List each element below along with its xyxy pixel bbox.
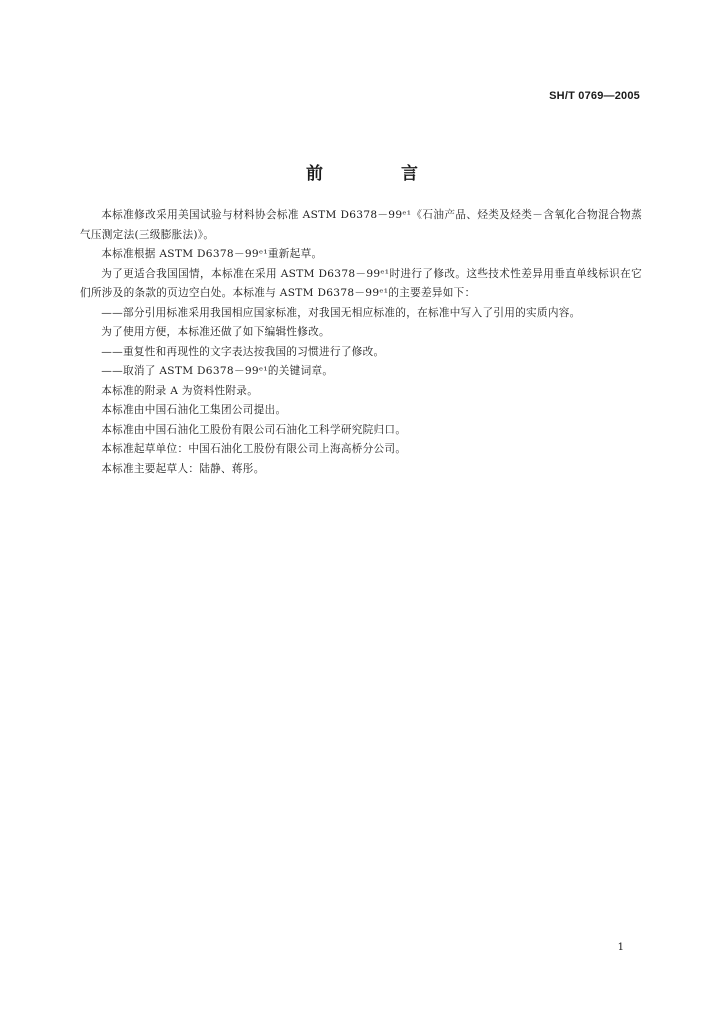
paragraph-editorial-keywords: ——取消了 ASTM D6378－99ᵉ¹的关键词章。 (101, 365, 334, 377)
paragraph-editorial-precision: ——重复性和再现性的文字表达按我国的习惯进行了修改。 (101, 345, 385, 358)
paragraph-adoption: 本标准修改采用美国试验与材料协会标准 ASTM D6378－99ᵉ¹《石油产品、烃类及烃类－含氧化合物混合物蒸气压测定法(三级膨胀法)》。 (80, 209, 642, 241)
paragraph-editorial-intro: 为了使用方便，本标准还做了如下编辑性修改。 (101, 326, 330, 338)
standard-code: SH/T 0769—2005 (549, 90, 640, 102)
paragraph-drafting-unit: 本标准起草单位：中国石油化工股份有限公司上海高桥分公司。 (101, 443, 407, 455)
foreword-body (80, 206, 642, 479)
paragraph-difference-references: ——部分引用标准采用我国相应国家标准，对我国无相应标准的，在标准中写入了引用的实质内容。 (101, 306, 581, 319)
paragraph-annex: 本标准的附录 A 为资料性附录。 (101, 384, 259, 397)
paragraph-drafting-basis: 本标准根据 ASTM D6378－99ᵉ¹重新起草。 (101, 248, 323, 260)
page-title: 前 言 (306, 164, 454, 184)
paragraph-proposed-by: 本标准由中国石油化工集团公司提出。 (101, 404, 287, 416)
page-number: 1 (617, 942, 624, 953)
paragraph-modifications: 为了更适合我国国情，本标准在采用 ASTM D6378－99ᵉ¹时进行了修改。这些技术性差异用垂直单线标识在它们所涉及的条款的页边空白处。本标准与 ASTM D6378－99ᵉ¹的主要差异如下： (80, 267, 642, 299)
paragraph-centralized-by: 本标准由中国石油化工股份有限公司石油化工科学研究院归口。 (101, 423, 407, 436)
paragraph-drafters: 本标准主要起草人：陆静、蒋彤。 (101, 462, 265, 475)
